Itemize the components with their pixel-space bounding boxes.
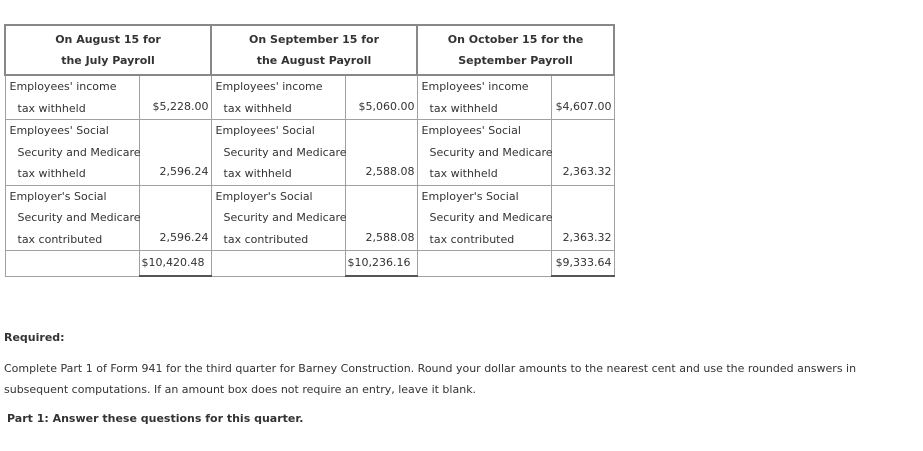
table-row — [5, 120, 614, 186]
amount-cell: 2,363.32 — [551, 185, 614, 251]
header-line: On August 15 for — [55, 33, 161, 46]
label-line: tax contributed — [17, 232, 103, 246]
amount-cell: 2,588.08 — [345, 185, 417, 251]
label-line: Security and Medicare — [223, 145, 347, 159]
label-line: Employees' Social — [421, 124, 521, 137]
row-label — [211, 185, 345, 251]
row-label — [5, 75, 139, 120]
label-line: Employees' Social — [215, 124, 315, 137]
label-line: Security and Medicare — [223, 211, 347, 224]
header-line: On September 15 for — [249, 33, 379, 46]
row-label — [211, 75, 345, 120]
header-september — [211, 25, 417, 75]
label-line: tax contributed — [429, 232, 515, 246]
header-line: the July Payroll — [61, 54, 155, 67]
required-instructions: Complete Part 1 of Form 941 for the third quarter for Barney Construction. Round your dollar amounts to the nearest cent and use the rounded answers in subsequent computations. If an amount box does not require an entry, leave it blank. — [4, 362, 857, 396]
payroll-table — [4, 24, 615, 277]
label-line: Employees' income — [9, 80, 117, 93]
total-cell: $10,236.16 — [345, 251, 417, 277]
total-cell: $10,420.48 — [139, 251, 211, 277]
part1-heading: Part 1: Answer these questions for this quarter. — [7, 412, 304, 425]
label-line: tax withheld — [223, 101, 292, 115]
header-august — [5, 25, 211, 75]
amount-cell: $5,060.00 — [345, 75, 417, 120]
label-line: Employer's Social — [215, 189, 313, 203]
amount-cell: 2,363.32 — [551, 120, 614, 186]
label-line: Employer's Social — [9, 189, 107, 203]
label-line: tax withheld — [17, 101, 86, 115]
label-line: Security and Medicare — [17, 211, 141, 224]
amount-cell: 2,596.24 — [139, 120, 211, 186]
label-line: tax withheld — [223, 167, 292, 180]
label-line: tax withheld — [17, 167, 86, 180]
table-row — [5, 75, 614, 120]
amount-cell: $4,607.00 — [551, 75, 614, 120]
header-line: the August Payroll — [256, 54, 372, 67]
label-line: tax contributed — [223, 232, 309, 246]
row-label — [417, 120, 551, 186]
label-line: Security and Medicare — [429, 211, 553, 224]
row-label — [5, 185, 139, 251]
header-line: On October 15 for the — [447, 33, 584, 46]
total-cell: $9,333.64 — [551, 251, 614, 277]
header-line: September Payroll — [458, 54, 573, 67]
amount-cell: 2,588.08 — [345, 120, 417, 186]
label-line: Employer's Social — [421, 189, 519, 203]
label-line: Employees' income — [215, 80, 323, 93]
amount-cell: $5,228.00 — [139, 75, 211, 120]
row-label — [211, 120, 345, 186]
label-line: Security and Medicare — [429, 145, 553, 159]
label-line: Security and Medicare — [17, 145, 141, 159]
label-line: Employees' Social — [9, 124, 109, 137]
label-line: Employees' income — [421, 80, 529, 93]
row-label — [5, 120, 139, 186]
amount-cell: 2,596.24 — [139, 185, 211, 251]
empty-cell — [211, 251, 345, 277]
row-label — [417, 75, 551, 120]
label-line: tax withheld — [429, 167, 498, 180]
table-header-row — [5, 25, 614, 75]
label-line: tax withheld — [429, 101, 498, 115]
header-october — [417, 25, 614, 75]
empty-cell — [5, 251, 139, 277]
table-row — [5, 185, 614, 251]
row-label — [417, 185, 551, 251]
required-heading: Required: — [4, 331, 65, 344]
totals-row — [5, 251, 614, 277]
empty-cell — [417, 251, 551, 277]
